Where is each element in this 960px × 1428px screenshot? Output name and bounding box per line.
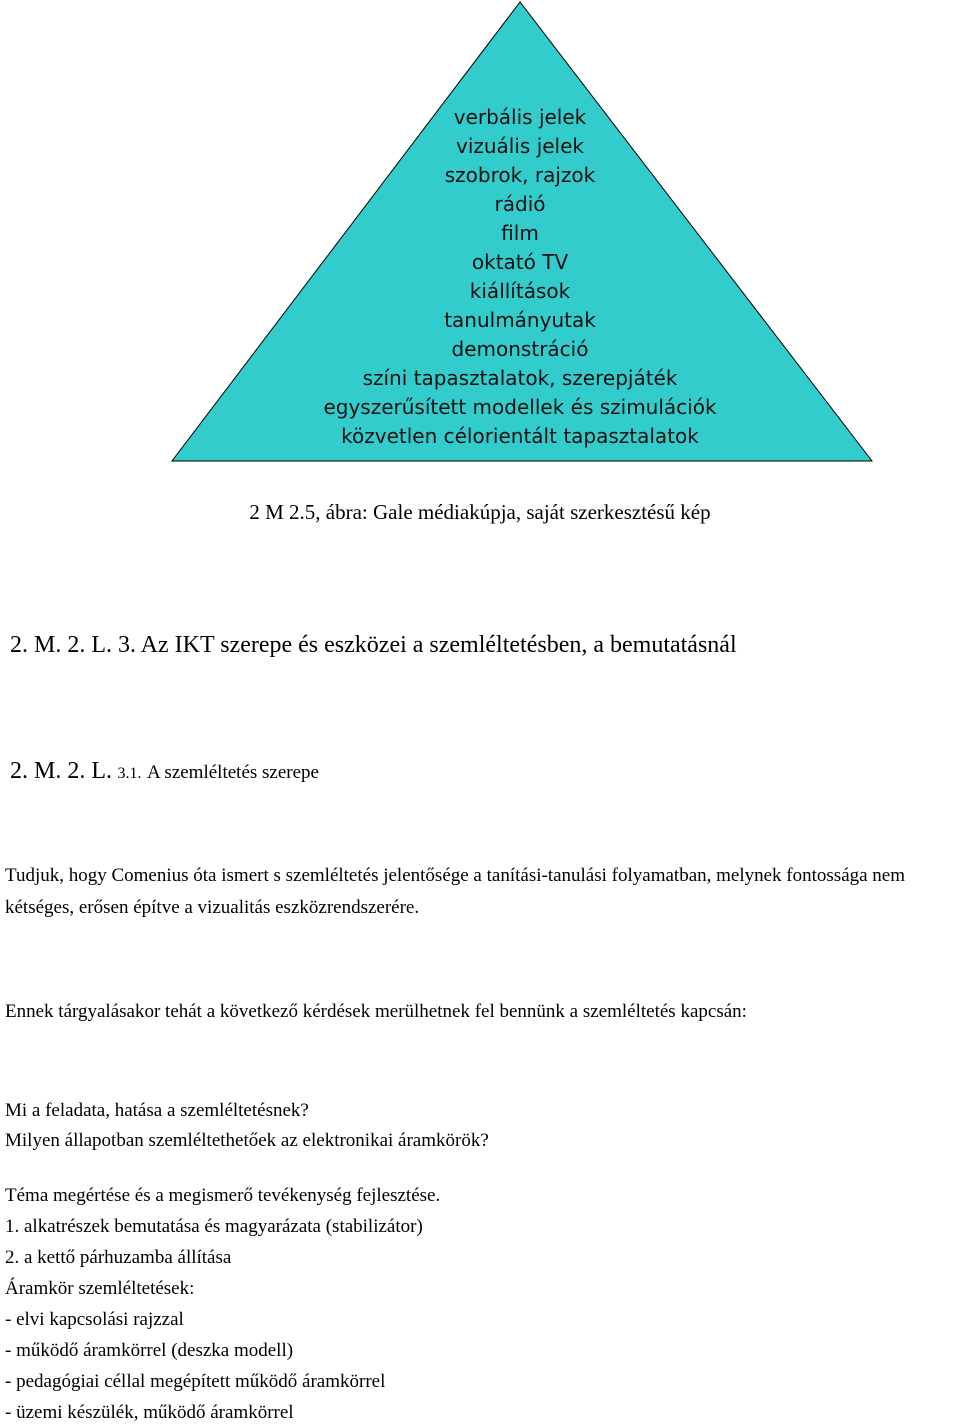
pyramid-svg (0, 0, 960, 470)
list-item: - működő áramkörrel (deszka modell) (5, 1340, 294, 1361)
pyramid-level-label: oktató TV (471, 250, 569, 274)
pyramid-level-label: demonstráció (451, 337, 589, 361)
pyramid-level-label: rádió (494, 192, 546, 216)
item-list (5, 1180, 440, 1428)
pyramid-level-label: tanulmányutak (444, 308, 596, 332)
subsection-title: A szemléltetés szerepe (147, 762, 319, 783)
pyramid-level-label: vizuális jelek (455, 134, 585, 158)
subsection-heading (10, 758, 319, 785)
pyramid-level-label: film (501, 221, 539, 245)
pyramid-level-label: kiállítások (469, 279, 571, 303)
figure-caption: 2 M 2.5, ábra: Gale médiakúpja, saját szerkesztésű kép (249, 500, 711, 524)
question-list (5, 1096, 489, 1156)
pyramid-level-label: színi tapasztalatok, szerepjáték (362, 366, 678, 390)
list-item: Áramkör szemléltetések: (5, 1278, 195, 1299)
list-item: Téma megértése és a megismerő tevékenység fejlesztése. (5, 1185, 441, 1206)
subsection-number-small: 3.1. (117, 765, 142, 782)
pyramid-level-label: közvetlen célorientált tapasztalatok (341, 424, 699, 448)
pyramid-level-label: szobrok, rajzok (444, 163, 596, 187)
list-item: 2. a kettő párhuzamba állítása (5, 1247, 232, 1268)
pyramid-level-label: verbális jelek (453, 105, 587, 129)
question-item: Mi a feladata, hatása a szemléltetésnek? (5, 1100, 309, 1121)
list-item: - elvi kapcsolási rajzzal (5, 1309, 184, 1330)
list-item: - pedagógiai céllal megépített működő áramkörrel (5, 1371, 386, 1392)
list-item: - üzemi készülék, működő áramkörrel (5, 1402, 294, 1423)
subsection-number: 2. M. 2. L. (10, 758, 112, 784)
paragraph-questions-intro: Ennek tárgyalásakor tehát a következő kérdések merülhetnek fel bennünk a szemléltetés kapcsán: (5, 1001, 747, 1022)
gale-media-cone-figure (0, 0, 960, 470)
list-item: 1. alkatrészek bemutatása és magyarázata (stabilizátor) (5, 1216, 423, 1237)
section-heading: 2. M. 2. L. 3. Az IKT szerepe és eszközei a szemléltetésben, a bemutatásnál (10, 632, 737, 658)
paragraph-intro: Tudjuk, hogy Comenius óta ismert s szemléltetés jelentősége a tanítási-tanulási folyamatban, melynek fontossága nem kétséges, erősen építve a vizualitás eszközrendszerére. (5, 865, 906, 918)
question-item: Milyen állapotban szemléltethetőek az elektronikai áramkörök? (5, 1130, 489, 1151)
pyramid-level-label: egyszerűsített modellek és szimulációk (323, 395, 717, 419)
